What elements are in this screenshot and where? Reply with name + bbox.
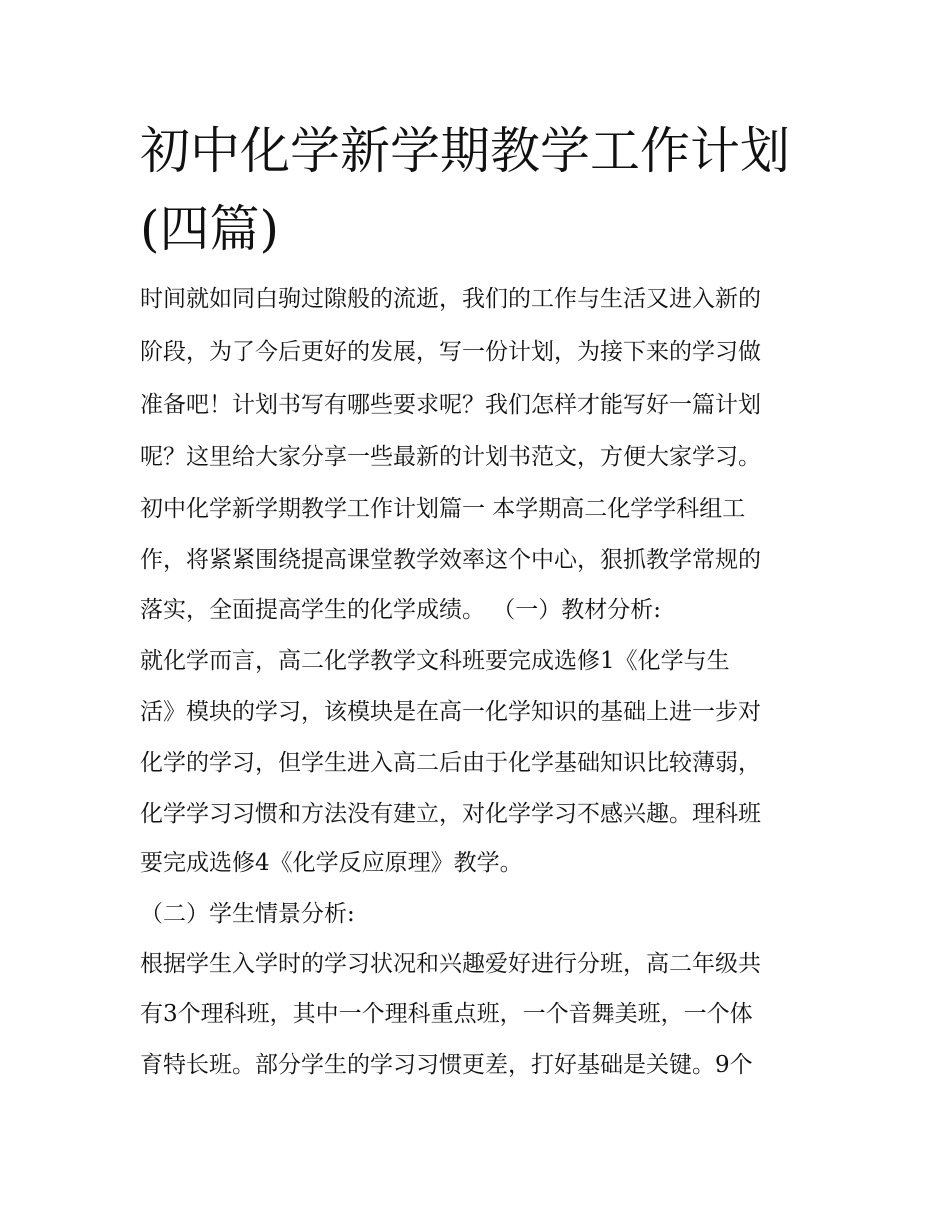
body-line: 呢？这里给大家分享一些最新的计划书范文，方便大家学习。 <box>140 444 761 470</box>
document-title <box>140 112 820 268</box>
body-line: 就化学而言，高二化学教学文科班要完成选修1《化学与生 <box>140 648 730 674</box>
title-line-1: 初中化学新学期教学工作计划 <box>140 122 790 180</box>
title-line-2: (四篇) <box>140 200 280 258</box>
body-line: 根据学生入学时的学习状况和兴趣爱好进行分班，高二年级共 <box>140 951 761 977</box>
body-line: 有3个理科班，其中一个理科重点班，一个音舞美班，一个体 <box>140 1001 753 1027</box>
body-line: 作，将紧紧围绕提高课堂教学效率这个中心，狠抓教学常规的 <box>140 547 761 573</box>
body-line: 初中化学新学期教学工作计划篇一 本学期高二化学学科组工 <box>140 496 746 522</box>
body-line: 准备吧！计划书写有哪些要求呢？我们怎样才能写好一篇计划 <box>140 392 761 418</box>
body-line: 活》模块的学习，该模块是在高一化学知识的基础上进一步对 <box>140 699 761 725</box>
body-line: （二）学生情景分析: <box>140 901 355 927</box>
body-line: 落实，全面提高学生的化学成绩。 （一）教材分析: <box>140 597 662 623</box>
body-line: 阶段，为了今后更好的发展，写一份计划，为接下来的学习做 <box>140 339 761 365</box>
body-line: 时间就如同白驹过隙般的流逝，我们的工作与生活又进入新的 <box>140 286 761 312</box>
body-line: 化学的学习，但学生进入高二后由于化学基础知识比较薄弱， <box>140 750 761 776</box>
body-line: 要完成选修4《化学反应原理》教学。 <box>140 850 523 876</box>
body-line: 化学学习习惯和方法没有建立，对化学学习不感兴趣。理科班 <box>140 801 761 827</box>
body-line: 育特长班。部分学生的学习习惯更差，打好基础是关键。9个 <box>140 1052 753 1078</box>
